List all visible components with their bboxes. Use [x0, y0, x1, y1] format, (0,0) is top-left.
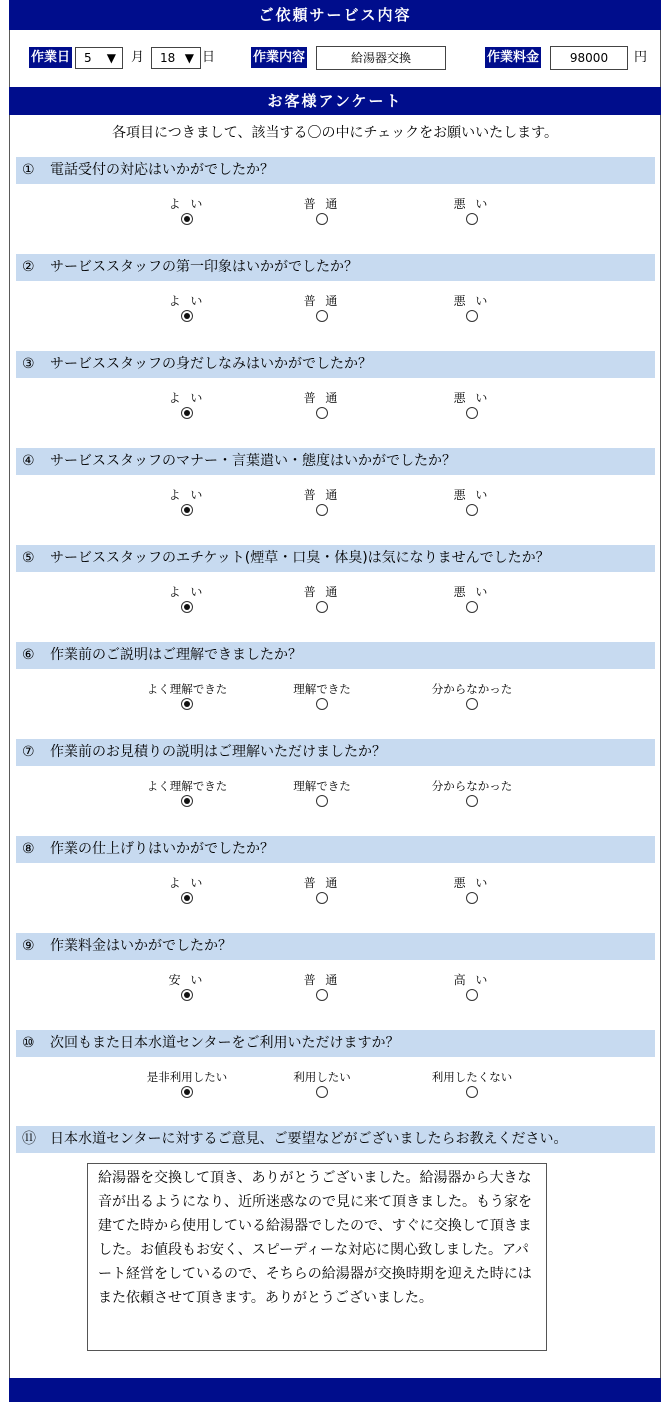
question-text: サービススタッフの第一印象はいかがでしたか？ — [50, 259, 358, 275]
question-text: サービススタッフのマナー・言葉遣い・態度はいかがでしたか？ — [50, 453, 456, 469]
question-2-option-3[interactable] — [412, 293, 532, 325]
question-number: ⑩ — [22, 1035, 35, 1051]
radio-button[interactable] — [181, 407, 193, 419]
question-10-option-3[interactable] — [412, 1069, 532, 1101]
question-4-option-1[interactable] — [127, 487, 247, 519]
question-1-option-2[interactable] — [262, 196, 382, 228]
footer-bar — [9, 1378, 661, 1402]
radio-button[interactable] — [316, 601, 328, 613]
work-fee-field[interactable]: 98000 — [550, 46, 628, 70]
question-9-option-2[interactable] — [262, 972, 382, 1004]
comment-box[interactable]: 給湯器を交換して頂き、ありがとうございました。給湯器から大きな音が出るようになり、近所迷惑なので見に来て頂きました。もう家を建てた時から使用している給湯器でしたので、すぐに交換して頂きました。お値段もお安く、スピーディーな対応に関心致しました。アパート経営をしているので、そちらの給湯器が交換時期を迎えた時にはまた依頼させて頂きます。ありがとうございました。 — [87, 1163, 547, 1351]
question-text: 次回もまた日本水道センターをご利用いただけますか？ — [50, 1035, 400, 1051]
work-content-field[interactable]: 給湯器交換 — [316, 46, 446, 70]
survey-intro: 各項目につきまして、該当する〇の中にチェックをお願いいたします。 — [112, 125, 558, 141]
question-4-option-3[interactable] — [412, 487, 532, 519]
option-label: よ い — [168, 197, 206, 211]
radio-button[interactable] — [316, 1086, 328, 1098]
question-3-option-1[interactable] — [127, 390, 247, 422]
question-4-header — [16, 448, 655, 475]
question-2-option-2[interactable] — [262, 293, 382, 325]
question-10-header — [16, 1030, 655, 1057]
question-text: 電話受付の対応はいかがでしたか？ — [50, 162, 274, 178]
question-number: ⑥ — [22, 647, 35, 663]
question-5-option-1[interactable] — [127, 584, 247, 616]
option-label: 普 通 — [303, 585, 341, 599]
question-5-option-3[interactable] — [412, 584, 532, 616]
work-content-label: 作業内容 — [251, 47, 307, 68]
question-10-option-1[interactable] — [127, 1069, 247, 1101]
question-7-option-1[interactable] — [127, 778, 247, 810]
radio-button[interactable] — [181, 1086, 193, 1098]
radio-button[interactable] — [466, 698, 478, 710]
work-date-label: 作業日 — [29, 47, 72, 68]
option-label: 高 い — [453, 973, 491, 987]
radio-button[interactable] — [316, 504, 328, 516]
question-6-option-1[interactable] — [127, 681, 247, 713]
month-unit: 月 — [131, 50, 145, 65]
question-9-option-3[interactable] — [412, 972, 532, 1004]
option-label: よ い — [168, 585, 206, 599]
question-5-header — [16, 545, 655, 572]
option-label: 理解できた — [293, 682, 351, 696]
question-number: ⑧ — [22, 841, 35, 857]
fee-unit: 円 — [634, 50, 648, 65]
option-label: 普 通 — [303, 876, 341, 890]
radio-button[interactable] — [181, 795, 193, 807]
question-text: 作業の仕上げりはいかがでしたか？ — [50, 841, 274, 857]
radio-button[interactable] — [466, 601, 478, 613]
question-11-header — [16, 1126, 655, 1153]
question-number: ④ — [22, 453, 35, 469]
question-number: ③ — [22, 356, 35, 372]
month-select[interactable] — [75, 47, 123, 69]
option-label: 悪 い — [453, 294, 491, 308]
question-number: ⑪ — [22, 1131, 36, 1147]
question-7-header — [16, 739, 655, 766]
option-label: 分からなかった — [431, 682, 513, 696]
question-text: 作業料金はいかがでしたか？ — [50, 938, 232, 954]
question-6-header — [16, 642, 655, 669]
option-label: よ い — [168, 391, 206, 405]
option-label: 普 通 — [303, 294, 341, 308]
option-label: よく理解できた — [146, 682, 228, 696]
question-10-option-2[interactable] — [262, 1069, 382, 1101]
radio-button[interactable] — [316, 989, 328, 1001]
question-number: ⑦ — [22, 744, 35, 760]
question-number: ⑤ — [22, 550, 35, 566]
radio-button[interactable] — [466, 795, 478, 807]
option-label: 普 通 — [303, 197, 341, 211]
option-label: 悪 い — [453, 391, 491, 405]
question-8-option-3[interactable] — [412, 875, 532, 907]
option-label: 理解できた — [293, 779, 351, 793]
question-6-option-3[interactable] — [412, 681, 532, 713]
radio-button[interactable] — [466, 989, 478, 1001]
question-3-option-3[interactable] — [412, 390, 532, 422]
option-label: 是非利用したい — [146, 1070, 228, 1084]
question-2-header — [16, 254, 655, 281]
radio-button[interactable] — [181, 892, 193, 904]
question-1-option-1[interactable] — [127, 196, 247, 228]
radio-button[interactable] — [466, 213, 478, 225]
question-7-option-3[interactable] — [412, 778, 532, 810]
radio-button[interactable] — [316, 698, 328, 710]
radio-button[interactable] — [316, 407, 328, 419]
radio-button[interactable] — [181, 310, 193, 322]
option-label: 悪 い — [453, 876, 491, 890]
radio-button[interactable] — [466, 310, 478, 322]
option-label: 悪 い — [453, 488, 491, 502]
option-label: よ い — [168, 294, 206, 308]
radio-button[interactable] — [181, 989, 193, 1001]
radio-button[interactable] — [316, 892, 328, 904]
chevron-down-icon: ▼ — [106, 51, 116, 65]
radio-button[interactable] — [466, 504, 478, 516]
radio-button[interactable] — [466, 892, 478, 904]
radio-button[interactable] — [466, 407, 478, 419]
work-details-row — [9, 30, 661, 87]
survey-header: お客様アンケート — [9, 87, 661, 115]
question-4-option-2[interactable] — [262, 487, 382, 519]
option-label: よ い — [168, 488, 206, 502]
work-fee-label: 作業料金 — [485, 47, 541, 68]
day-select[interactable] — [151, 47, 201, 69]
question-8-header — [16, 836, 655, 863]
option-label: 普 通 — [303, 391, 341, 405]
radio-button[interactable] — [466, 1086, 478, 1098]
question-8-option-2[interactable] — [262, 875, 382, 907]
question-2-option-1[interactable] — [127, 293, 247, 325]
question-9-option-1[interactable] — [127, 972, 247, 1004]
question-1-header — [16, 157, 655, 184]
question-1-option-3[interactable] — [412, 196, 532, 228]
radio-button[interactable] — [181, 601, 193, 613]
option-label: 利用したい — [293, 1070, 351, 1084]
option-label: 分からなかった — [431, 779, 513, 793]
option-label: 利用したくない — [431, 1070, 513, 1084]
question-number: ① — [22, 162, 35, 178]
question-5-option-2[interactable] — [262, 584, 382, 616]
question-3-header — [16, 351, 655, 378]
option-label: よ い — [168, 876, 206, 890]
question-text: 作業前のご説明はご理解できましたか？ — [50, 647, 302, 663]
option-label: 普 通 — [303, 488, 341, 502]
radio-button[interactable] — [316, 310, 328, 322]
question-9-header — [16, 933, 655, 960]
radio-button[interactable] — [316, 795, 328, 807]
question-text: サービススタッフの身だしなみはいかがでしたか？ — [50, 356, 372, 372]
question-number: ② — [22, 259, 35, 275]
question-number: ⑨ — [22, 938, 35, 954]
option-label: 安 い — [168, 973, 206, 987]
radio-button[interactable] — [316, 213, 328, 225]
question-text: 作業前のお見積りの説明はご理解いただけましたか？ — [50, 744, 386, 760]
question-8-option-1[interactable] — [127, 875, 247, 907]
day-unit: 日 — [202, 50, 216, 65]
radio-button[interactable] — [181, 698, 193, 710]
option-label: よく理解できた — [146, 779, 228, 793]
service-header: ご依頼サービス内容 — [9, 0, 661, 30]
question-3-option-2[interactable] — [262, 390, 382, 422]
month-select-value: 5 — [84, 51, 92, 65]
question-7-option-2[interactable] — [262, 778, 382, 810]
day-select-value: 18 — [160, 51, 176, 65]
option-label: 悪 い — [453, 197, 491, 211]
question-text: サービススタッフのエチケット(煙草・口臭・体臭)は気になりませんでしたか？ — [50, 550, 550, 566]
question-6-option-2[interactable] — [262, 681, 382, 713]
chevron-down-icon: ▼ — [184, 51, 194, 65]
option-label: 普 通 — [303, 973, 341, 987]
question-text: 日本水道センターに対するご意見、ご要望などがございましたらお教えください。 — [50, 1131, 568, 1147]
radio-button[interactable] — [181, 504, 193, 516]
option-label: 悪 い — [453, 585, 491, 599]
radio-button[interactable] — [181, 213, 193, 225]
